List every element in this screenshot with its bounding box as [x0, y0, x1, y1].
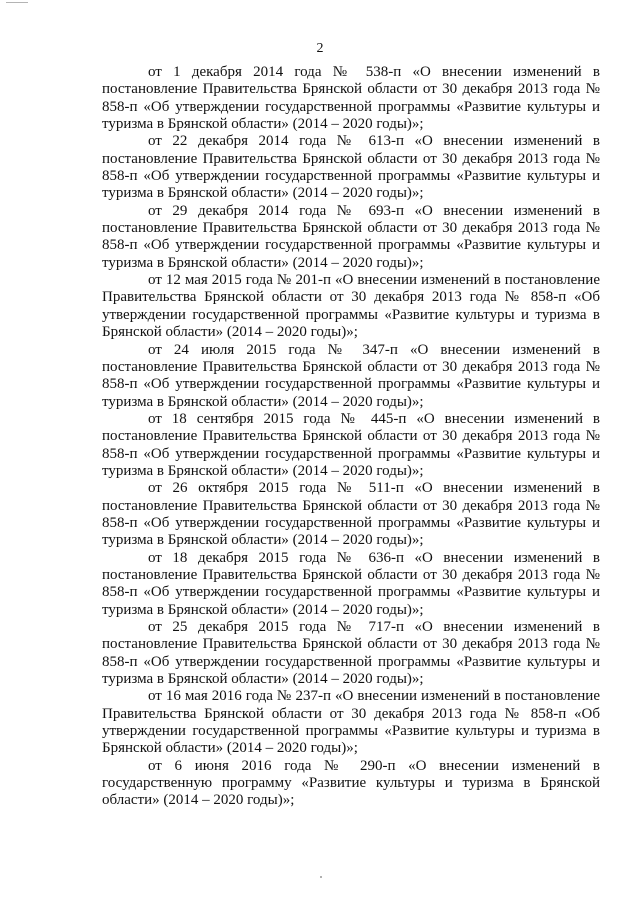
list-item: от 24 июля 2015 года № 347-п «О внесении изменений в постановление Правительства Брянской области от 30 декабря 2013 года № 858-п «Об утверждении государственной программы «Развитие культуры и туризма в Брянской области» (2014 – 2020 годы)»; — [102, 341, 600, 410]
list-item: от 22 декабря 2014 года № 613-п «О внесении изменений в постановление Правительства Брянской области от 30 декабря 2013 года № 858-п «Об утверждении государственной программы «Развитие культуры и туризма в Брянской области» (2014 – 2020 годы)»; — [102, 133, 600, 202]
list-item: от 12 мая 2015 года № 201-п «О внесении изменений в постановление Правительства Брянской области от 30 декабря 2013 года № 858-п «Об утверждении государственной программы «Развитие культуры и туризма в Брянской области» (2014 – 2020 годы)»; — [102, 272, 600, 341]
list-item: от 1 декабря 2014 года № 538-п «О внесении изменений в постановление Правительства Брянской области от 30 декабря 2013 года № 858-п «Об утверждении государственной программы «Развитие культуры и туризма в Брянской области» (2014 – 2020 годы)»; — [102, 64, 600, 133]
list-item: от 29 декабря 2014 года № 693-п «О внесении изменений в постановление Правительства Брянской области от 30 декабря 2013 года № 858-п «Об утверждении государственной программы «Развитие культуры и туризма в Брянской области» (2014 – 2020 годы)»; — [102, 202, 600, 271]
scan-speck — [320, 876, 322, 878]
list-item: от 25 декабря 2015 года № 717-п «О внесении изменений в постановление Правительства Брянской области от 30 декабря 2013 года № 858-п «Об утверждении государственной программы «Развитие культуры и туризма в Брянской области» (2014 – 2020 годы)»; — [102, 619, 600, 688]
list-item: от 26 октября 2015 года № 511-п «О внесении изменений в постановление Правительства Брянской области от 30 декабря 2013 года № 858-п «Об утверждении государственной программы «Развитие культуры и туризма в Брянской области» (2014 – 2020 годы)»; — [102, 480, 600, 549]
scan-corner-mark — [6, 2, 28, 9]
page-number: 2 — [316, 41, 324, 56]
list-item: от 18 сентября 2015 года № 445-п «О внесении изменений в постановление Правительства Брянской области от 30 декабря 2013 года № 858-п «Об утверждении государственной программы «Развитие культуры и туризма в Брянской области» (2014 – 2020 годы)»; — [102, 410, 600, 479]
list-item: от 6 июня 2016 года № 290-п «О внесении изменений в государственную программу «Развитие культуры и туризма в Брянской области» (2014 – 2020 годы)»; — [102, 757, 600, 809]
list-item: от 18 декабря 2015 года № 636-п «О внесении изменений в постановление Правительства Брянской области от 30 декабря 2013 года № 858-п «Об утверждении государственной программы «Развитие культуры и туризма в Брянской области» (2014 – 2020 годы)»; — [102, 549, 600, 618]
document-body — [102, 64, 600, 810]
list-item: от 16 мая 2016 года № 237-п «О внесении изменений в постановление Правительства Брянской области от 30 декабря 2013 года № 858-п «Об утверждении государственной программы «Развитие культуры и туризма в Брянской области» (2014 – 2020 годы)»; — [102, 688, 600, 757]
